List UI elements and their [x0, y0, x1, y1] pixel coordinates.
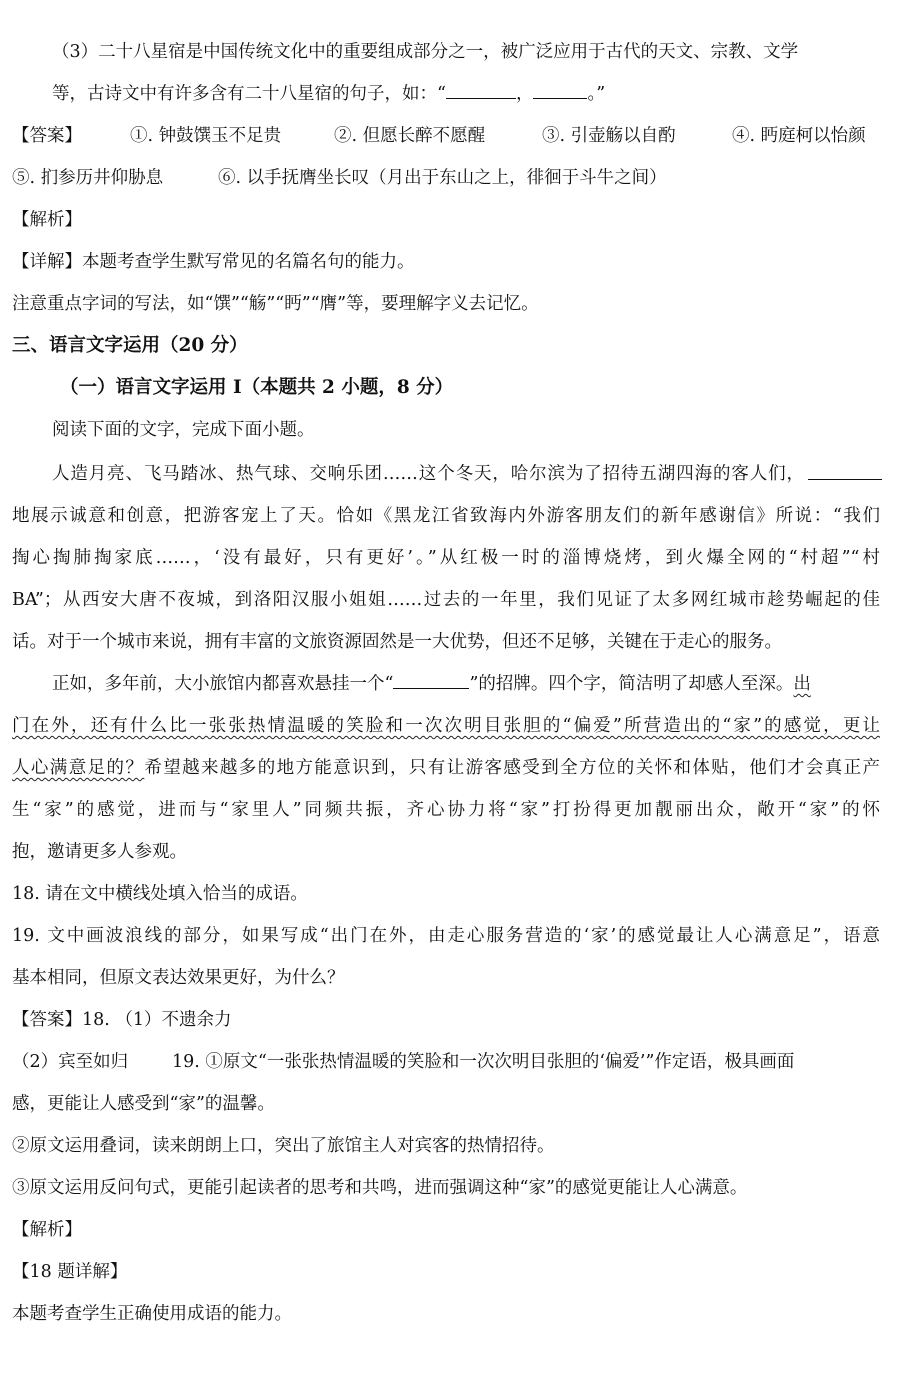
detail-18-label: 【18 题详解】	[12, 1262, 128, 1282]
paragraph-1-line-4: BA”；从西安大唐不夜城，到洛阳汉服小姐姐……过去的一年里，我们见证了太多网红城市趁势崛起的佳	[12, 590, 880, 610]
question-19-line-1: 19. 文中画波浪线的部分，如果写成“出门在外，由走心服务营造的‘家’的感觉最让人心满意足”，语意	[12, 926, 880, 946]
section-heading: 三、语言文字运用（20 分）	[12, 335, 248, 356]
wavy-underlined-text: 门在外，还有什么比一张张热情温暖的笑脸和一次次明目张胆的“偏爱”所营造出的“家”的感觉，更让	[12, 716, 880, 736]
detail-line	[12, 250, 900, 274]
fill-blank	[808, 464, 882, 480]
paragraph-1-line-2: 地展示诚意和创意，把游客宠上了天。恰如《黑龙江省致海内外游客朋友们的新年感谢信》所说：“我们	[12, 506, 880, 526]
paragraph-2-text: ”的招牌。四个字，简洁明了却感人至深。	[469, 674, 794, 694]
question-18: 18. 请在文中横线处填入恰当的成语。	[12, 884, 308, 904]
subsection-heading: （一）语言文字运用 I（本题共 2 小题，8 分）	[60, 377, 454, 398]
fill-blank	[393, 673, 469, 689]
answer-19-text: 19. ①原文“一张张热情温暖的笑脸和一次次明目张胆的‘偏爱’”作定语，极具画面	[172, 1052, 795, 1072]
answer-label: 【答案】	[12, 126, 82, 146]
analysis-label: 【解析】	[12, 210, 82, 230]
question-3-text-2: 等，古诗文中有许多含有二十八星宿的句子，如：“	[52, 84, 446, 104]
instruction: 阅读下面的文字，完成下面小题。	[52, 420, 315, 440]
paragraph-2-text: 正如，多年前，大小旅馆内都喜欢悬挂一个“	[52, 674, 394, 694]
answer-line-1	[12, 124, 900, 148]
question-3-line-2	[52, 82, 872, 106]
answer-item: ⑥. 以手抚膺坐长叹（月出于东山之上，徘徊于斗牛之间）	[218, 168, 667, 188]
paragraph-2-line-2	[12, 714, 880, 738]
answer-19-line-3: ②原文运用叠词，读来朗朗上口，突出了旅馆主人对宾客的热情招待。	[12, 1136, 555, 1156]
fill-blank	[446, 83, 516, 99]
answer-line-2	[12, 166, 900, 190]
fill-blank	[533, 83, 587, 99]
answer-19-line-4: ③原文运用反问句式，更能引起读者的思考和共鸣，进而强调这种“家”的感觉更能让人心满意。	[12, 1178, 748, 1198]
analysis-label-2: 【解析】	[12, 1220, 82, 1240]
answer-18-1: 18. （1）不遗余力	[82, 1010, 232, 1030]
paragraph-1-line-3: 掏心掏肺掏家底……，‘没有最好，只有更好’。”从红极一时的淄博烧烤，到火爆全网的“村超”“村	[12, 548, 880, 568]
wavy-underlined-text: 人心满意足的？	[12, 758, 145, 778]
paragraph-1-line-1: 人造月亮、飞马踏冰、热气球、交响乐团……这个冬天，哈尔滨为了招待五湖四海的客人们，	[52, 464, 804, 484]
answer-item: ⑤. 扪参历井仰胁息	[12, 168, 164, 188]
answer-18-line	[12, 1008, 900, 1032]
answer-19-line-1	[12, 1050, 880, 1074]
paragraph-2-line-5: 抱，邀请更多人参观。	[12, 842, 187, 862]
detail-text: 本题考查学生默写常见的名篇名句的能力。	[82, 252, 415, 272]
answer-item: ①. 钟鼓馔玉不足贵	[130, 126, 282, 146]
question-19-line-2: 基本相同，但原文表达效果更好，为什么？	[12, 968, 345, 988]
answer-item: ④. 眄庭柯以怡颜	[732, 126, 866, 146]
wavy-underlined-text: 出	[793, 674, 811, 694]
answer-item: ②. 但愿长醉不愿醒	[334, 126, 486, 146]
note-line: 注意重点字词的写法，如“馔”“觞”“眄”“膺”等，要理解字义去记忆。	[12, 294, 539, 314]
question-3-line-1	[52, 40, 872, 64]
separator: ，	[515, 84, 534, 104]
question-3-text-1: （3）二十八星宿是中国传统文化中的重要组成部分之一，被广泛应用于古代的天文、宗教、文学	[52, 42, 799, 62]
paragraph-1-line-5: 话。对于一个城市来说，拥有丰富的文旅资源固然是一大优势，但还不足够，关键在于走心的服务。	[12, 632, 782, 652]
answer-item: ③. 引壶觞以自酌	[542, 126, 676, 146]
answer-19-line-2: 感，更能让人感受到“家”的温馨。	[12, 1094, 275, 1114]
paragraph-2-line-3	[12, 756, 880, 780]
detail-18-text: 本题考查学生正确使用成语的能力。	[12, 1304, 292, 1324]
answer-label: 【答案】	[12, 1010, 82, 1030]
closing-quote: 。”	[587, 84, 606, 104]
detail-label: 【详解】	[12, 252, 82, 272]
answer-18-2: （2）宾至如归	[12, 1052, 129, 1072]
paragraph-2-text: 希望越来越多的地方能意识到，只有让游客感受到全方位的关怀和体贴，他们才会真正产	[144, 758, 881, 778]
paragraph-2-line-4: 生“家”的感觉，进而与“家里人”同频共振，齐心协力将“家”打扮得更加靓丽出众，敞开“家”的怀	[12, 800, 880, 820]
paragraph-2-line-1	[52, 672, 880, 696]
